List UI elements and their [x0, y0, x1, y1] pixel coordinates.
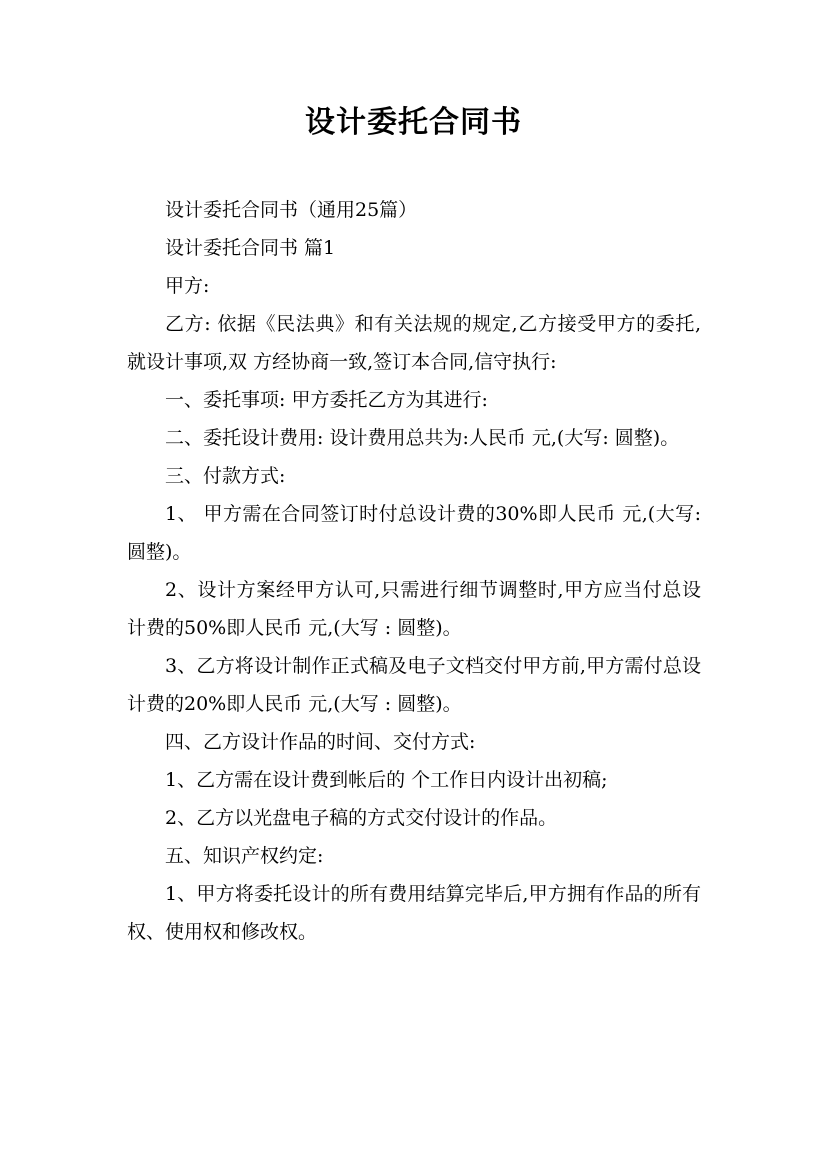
paragraph: 1、乙方需在设计费到帐后的 个工作日内设计出初稿;	[165, 769, 608, 791]
paragraph: 三、付款方式:	[165, 465, 286, 487]
paragraph: 1、甲方将委托设计的所有费用结算完毕后,甲方拥有作品的所有权、使用权和修改权。	[127, 883, 701, 943]
paragraph: 五、知识产权约定:	[165, 845, 324, 867]
paragraph: 2、乙方以光盘电子稿的方式交付设计的作品。	[165, 807, 558, 829]
paragraph: 乙方: 依据《民法典》和有关法规的规定,乙方接受甲方的委托,就设计事项,双 方经协商一致,签订本合同,信守执行:	[127, 313, 701, 373]
paragraph: 1、 甲方需在合同签订时付总设计费的30%即人民币 元,(大写: 圆整)。	[127, 503, 701, 563]
paragraph: 二、委托设计费用: 设计费用总共为:人民币 元,(大写: 圆整)。	[165, 427, 680, 449]
paragraph: 2、设计方案经甲方认可,只需进行细节调整时,甲方应当付总设计费的50%即人民币 元,(大写 : 圆整)。	[127, 579, 701, 639]
paragraph: 设计委托合同书（通用25篇）	[165, 199, 418, 221]
paragraph: 一、委托事项: 甲方委托乙方为其进行:	[165, 389, 488, 411]
document-title: 设计委托合同书	[305, 105, 522, 140]
paragraph: 3、乙方将设计制作正式稿及电子文档交付甲方前,甲方需付总设计费的20%即人民币 元,(大写 : 圆整)。	[127, 655, 701, 715]
paragraph: 四、乙方设计作品的时间、交付方式:	[165, 731, 476, 753]
document-body	[127, 191, 701, 951]
paragraph: 设计委托合同书 篇1	[165, 237, 336, 259]
paragraph: 甲方:	[165, 275, 210, 297]
